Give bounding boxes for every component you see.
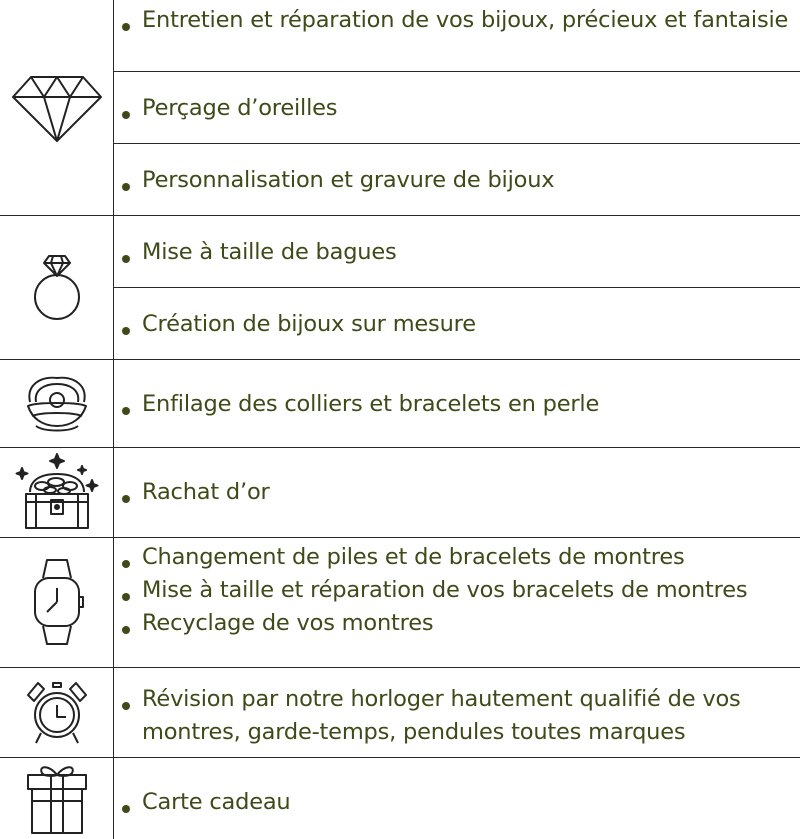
service-cell	[114, 758, 800, 839]
clocks-group	[0, 667, 113, 757]
service-item: Recyclage de vos montres	[142, 610, 434, 636]
bullet	[122, 702, 130, 710]
watches-group	[0, 537, 113, 667]
service-item: Rachat d’or	[142, 479, 270, 505]
service-cell	[114, 0, 800, 71]
bullet	[122, 593, 130, 601]
bullet	[122, 626, 130, 634]
service-item: Création de bijoux sur mesure	[142, 311, 476, 337]
service-item: Carte cadeau	[142, 789, 291, 815]
service-cell	[114, 72, 800, 143]
service-item: Mise à taille et réparation de vos bracelets de montres	[142, 577, 748, 603]
bullet	[122, 407, 130, 415]
service-cell	[114, 538, 800, 667]
service-item: Entretien et réparation de vos bijoux, précieux et fantaisie	[142, 7, 789, 33]
oyster-pearl-icon	[22, 372, 92, 434]
bullet	[122, 805, 130, 813]
service-cell	[114, 216, 800, 287]
bullet	[122, 560, 130, 568]
gift-box-icon	[24, 761, 90, 835]
jewelry-group	[0, 0, 113, 215]
service-cell	[114, 288, 800, 359]
service-item: Révision par notre horloger hautement qualifié de vos montres, garde-temps, pendules toutes marques	[142, 686, 741, 745]
pearls-group	[0, 359, 113, 447]
service-cell	[114, 448, 800, 537]
service-item: Enfilage des colliers et bracelets en perle	[142, 391, 600, 417]
bullet	[122, 23, 130, 31]
bullet	[122, 495, 130, 503]
diamond-icon	[11, 73, 103, 143]
bullet	[122, 111, 130, 119]
treasure-chest-icon	[12, 452, 102, 532]
gift-group	[0, 757, 113, 839]
service-item: Perçage d’oreilles	[142, 95, 338, 121]
service-cell	[114, 360, 800, 447]
bullet	[122, 327, 130, 335]
wristwatch-icon	[29, 556, 85, 648]
service-item: Mise à taille de bagues	[142, 239, 397, 265]
bullet	[122, 255, 130, 263]
ring-icon	[29, 252, 85, 322]
service-item: Personnalisation et gravure de bijoux	[142, 167, 555, 193]
service-item: Changement de piles et de bracelets de montres	[142, 544, 685, 570]
service-cell	[114, 144, 800, 215]
alarm-clock-icon	[24, 677, 90, 747]
service-cell	[114, 668, 800, 757]
gold-group	[0, 447, 113, 537]
bullet	[122, 183, 130, 191]
rings-group	[0, 215, 113, 359]
